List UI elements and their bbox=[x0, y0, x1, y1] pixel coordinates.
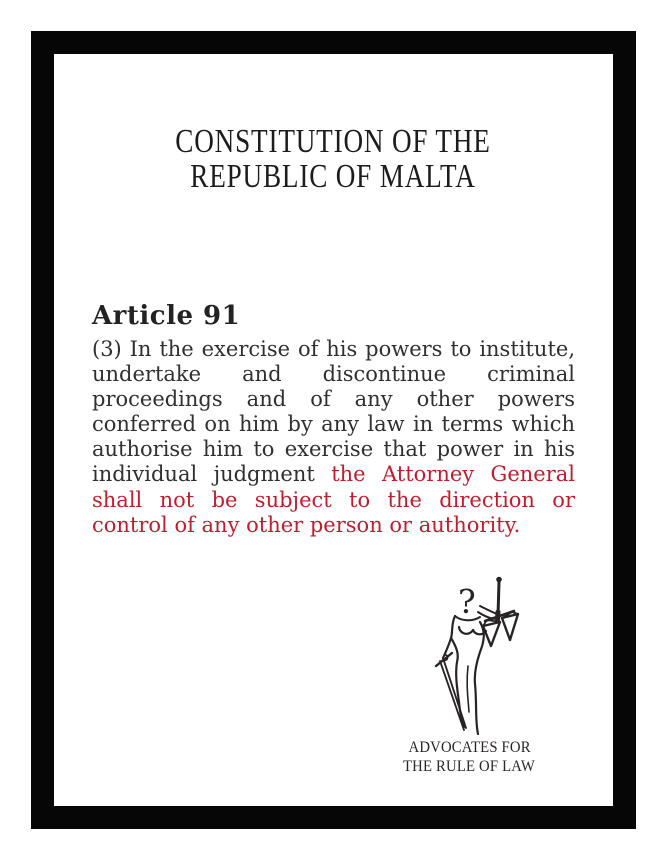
article-line bbox=[92, 337, 575, 362]
title-line-1: CONSTITUTION OF THE bbox=[175, 123, 491, 160]
article-line bbox=[92, 488, 575, 513]
article-line bbox=[92, 412, 575, 437]
logo-caption bbox=[403, 738, 559, 776]
article-line bbox=[92, 513, 575, 538]
dress-right-edge bbox=[475, 622, 484, 734]
bust-left-arc bbox=[459, 627, 473, 634]
left-arm bbox=[444, 616, 455, 656]
question-mark-glyph: ? bbox=[458, 582, 476, 621]
article-text-red: shall not be subject to the direction or bbox=[92, 487, 575, 512]
article-text-black: undertake and discontinue criminal bbox=[92, 362, 575, 387]
lady-justice-logo bbox=[428, 574, 538, 739]
caption-line-1: ADVOCATES FOR bbox=[408, 739, 531, 756]
article-text-black: individual judgment bbox=[92, 462, 315, 487]
article-text-black: conferred on him by any law in terms which bbox=[92, 412, 575, 437]
article-text-black: (3) In the exercise of his powers to institute, bbox=[92, 337, 575, 361]
article-heading: Article 91 bbox=[92, 301, 241, 331]
lady-justice-illustration bbox=[428, 574, 538, 739]
article-line bbox=[92, 462, 575, 487]
title-line-2: REPUBLIC OF MALTA bbox=[190, 158, 476, 195]
article-text-black: authorise him to exercise that power in his bbox=[92, 437, 575, 462]
document-title bbox=[110, 124, 556, 194]
left-pan bbox=[483, 622, 500, 646]
article-body bbox=[92, 337, 575, 538]
article-text-red: control of any other person or authority. bbox=[92, 512, 521, 537]
article-text-red: the Attorney General bbox=[331, 462, 575, 487]
article-line bbox=[92, 387, 575, 412]
article-line bbox=[92, 437, 575, 462]
article-line bbox=[92, 362, 575, 387]
caption-line-2: THE RULE OF LAW bbox=[403, 758, 536, 775]
article-text-black: proceedings and of any other powers bbox=[92, 387, 575, 412]
right-pan bbox=[502, 614, 518, 640]
dress-fold bbox=[467, 666, 469, 712]
